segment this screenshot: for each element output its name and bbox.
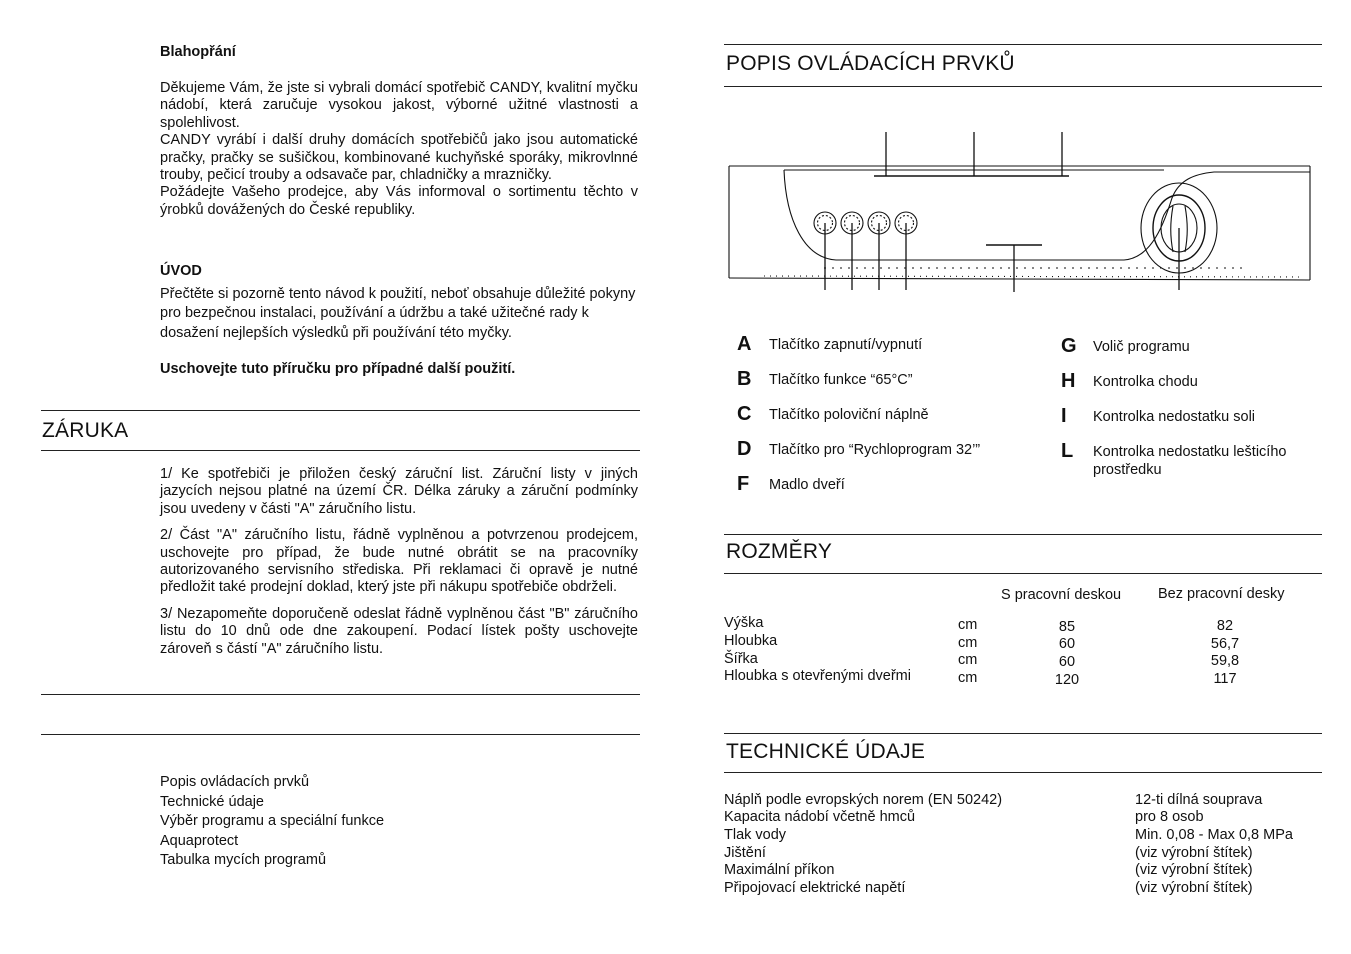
legend-text: Kontrolka nedostatku soli: [1093, 409, 1256, 425]
tech-value: (viz výrobní štítek): [1135, 880, 1253, 896]
tech-value: pro 8 osob: [1135, 809, 1204, 825]
greeting-text: [160, 80, 638, 219]
control-panel-diagram: [724, 128, 1316, 294]
warranty-title: ZÁRUKA: [42, 419, 129, 442]
legend-item: [737, 438, 980, 460]
dimensions-unit: cm: [958, 652, 978, 668]
contents-item: Technické údaje: [160, 793, 264, 810]
greeting-paragraph: Děkujeme Vám, že jste si vybrali domácí spotřebič CANDY, kvalitní myčku nádobí, která zaručuje vysokou jakost, výborné užitné vlastnosti a spolehlivost.: [160, 80, 638, 131]
dimensions-col-header: S pracovní deskou: [1001, 587, 1122, 603]
legend-letter: C: [737, 403, 752, 425]
divider: [724, 534, 1322, 535]
dimensions-value-without: 82: [1216, 618, 1234, 634]
tech-label: Připojovací elektrické napětí: [724, 880, 906, 896]
dimensions-value-with: 60: [1058, 654, 1076, 670]
divider: [41, 450, 640, 451]
legend-text: Kontrolka chodu: [1093, 374, 1198, 390]
legend-item: [1061, 335, 1190, 357]
legend-text: Kontrolka nedostatku lešticího prostředku: [1093, 444, 1287, 478]
tech-label: Jištění: [724, 845, 766, 861]
dimensions-value-with: 85: [1058, 619, 1076, 635]
legend-item: [737, 473, 845, 495]
contents-item: Výběr programu a speciální funkce: [160, 813, 385, 829]
greeting-paragraph: CANDY vyrábí i další druhy domácích spotřebičů jako jsou automatické pračky, pračky se sušičkou, kombinované kuchyňské sporáky, mikrovlnné trouby, pečicí trouby a odsavače par, chladničky a mrazničky.: [160, 132, 638, 184]
legend-text: Madlo dveří: [769, 477, 845, 493]
tech-label: Kapacita nádobí včetně hmců: [724, 809, 916, 825]
greeting-title: Blahopřání: [160, 44, 236, 60]
tech-label: Maximální příkon: [724, 862, 835, 878]
divider: [724, 573, 1322, 574]
dimensions-unit: cm: [958, 670, 978, 686]
greeting-paragraph: Požádejte Vašeho prodejce, aby Vás informoval o sortimentu těchto v ýrobků dovážených do České republiky.: [160, 184, 638, 218]
legend-item: [737, 333, 922, 355]
warranty-paragraph: 2/ Část "A" záručního listu, řádně vyplněnou a potvrzenou prodejcem, uschovejte pro případ, že bude nutné obrátit se na pracovníky autorizovaného servisního střediska. Při reklamaci či opravě je nutné předložit také prodejní doklad, který jste při nákupu spotřebiče obdrželi.: [160, 527, 638, 596]
warranty-text: [160, 466, 638, 658]
contents-list: [160, 773, 384, 871]
dimensions-value-without: 59,8: [1210, 653, 1240, 669]
divider: [41, 410, 640, 411]
dimensions-unit: cm: [958, 635, 978, 651]
legend-text: Tlačítko poloviční náplně: [769, 407, 929, 423]
contents-item: Tabulka mycích programů: [160, 852, 327, 868]
dimensions-unit: cm: [958, 617, 978, 633]
dimensions-label: Hloubka: [724, 633, 778, 649]
dimensions-value-without: 56,7: [1210, 636, 1240, 652]
divider: [724, 86, 1322, 87]
warranty-paragraph: 1/ Ke spotřebiči je přiložen český záruční list. Záruční listy v jiných jazycích nejsou platné na území ČR. Délka záruky a záruční podmínky jsou uvedeny v části "A" záručního listu.: [160, 466, 638, 517]
tech-label: Náplň podle evropských norem (EN 50242): [724, 792, 1003, 808]
divider: [724, 44, 1322, 45]
contents-item: Popis ovládacích prvků: [160, 774, 310, 790]
button-circles: [814, 212, 917, 234]
dimensions-value-with: 60: [1058, 636, 1076, 652]
legend-letter: F: [737, 473, 750, 495]
legend-item: [737, 368, 913, 390]
controls-title: POPIS OVLÁDACÍCH PRVKŮ: [726, 52, 1015, 75]
dimensions-label: Výška: [724, 615, 764, 631]
tech-value: (viz výrobní štítek): [1135, 862, 1253, 878]
dimensions-value-without: 117: [1213, 671, 1237, 687]
tech-title: TECHNICKÉ ÚDAJE: [726, 740, 926, 763]
legend-letter: A: [737, 333, 752, 355]
intro-bold-note: Uschovejte tuto příručku pro případné další použití.: [160, 361, 516, 377]
legend-letter: I: [1061, 405, 1067, 427]
legend-item: [737, 403, 929, 425]
contents-item: Aquaprotect: [160, 832, 239, 849]
tech-value: 12-ti dílná souprava: [1135, 792, 1263, 808]
dimensions-title: ROZMĚRY: [726, 540, 833, 563]
legend-item: [1061, 440, 1318, 479]
dimensions-col-header: Bez pracovní desky: [1158, 586, 1285, 602]
legend-text: Tlačítko funkce “65°C”: [769, 372, 913, 388]
tech-label: Tlak vody: [724, 827, 787, 843]
legend-text: Tlačítko pro “Rychloprogram 32’”: [769, 442, 981, 458]
dimensions-value-with: 120: [1054, 672, 1080, 688]
legend-text: Volič programu: [1093, 339, 1190, 355]
tech-value: Min. 0,08 - Max 0,8 MPa: [1135, 827, 1293, 843]
intro-text: Přečtěte si pozorně tento návod k použití, neboť obsahuje důležité pokyny pro bezpečnou instalaci, používání a údržbu a také užitečné rady k dosažení nejlepších výsledků při používání této myčky.: [160, 286, 636, 341]
legend-text: Tlačítko zapnutí/vypnutí: [769, 337, 923, 353]
dimensions-label: Hloubka s otevřenými dveřmi: [724, 668, 911, 684]
divider: [41, 734, 640, 735]
divider: [724, 733, 1322, 734]
legend-letter: G: [1061, 335, 1077, 357]
divider: [41, 694, 640, 695]
warranty-paragraph: 3/ Nezapomeňte doporučeně odeslat řádně vyplněnou část "B" záručního listu do 10 dnů ode dne zakoupení. Podací lístek pošty uschovejte zároveň s částí "A" záručního listu.: [160, 605, 638, 657]
legend-letter: H: [1061, 370, 1076, 392]
legend-item: [1061, 370, 1198, 392]
tech-value: (viz výrobní štítek): [1135, 845, 1253, 861]
legend-letter: L: [1061, 440, 1074, 462]
legend-item: [1061, 405, 1255, 427]
dimensions-label: Šířka: [724, 651, 758, 667]
legend-letter: B: [737, 368, 752, 390]
intro-title: ÚVOD: [160, 263, 202, 279]
divider: [724, 772, 1322, 773]
legend-letter: D: [737, 438, 752, 460]
